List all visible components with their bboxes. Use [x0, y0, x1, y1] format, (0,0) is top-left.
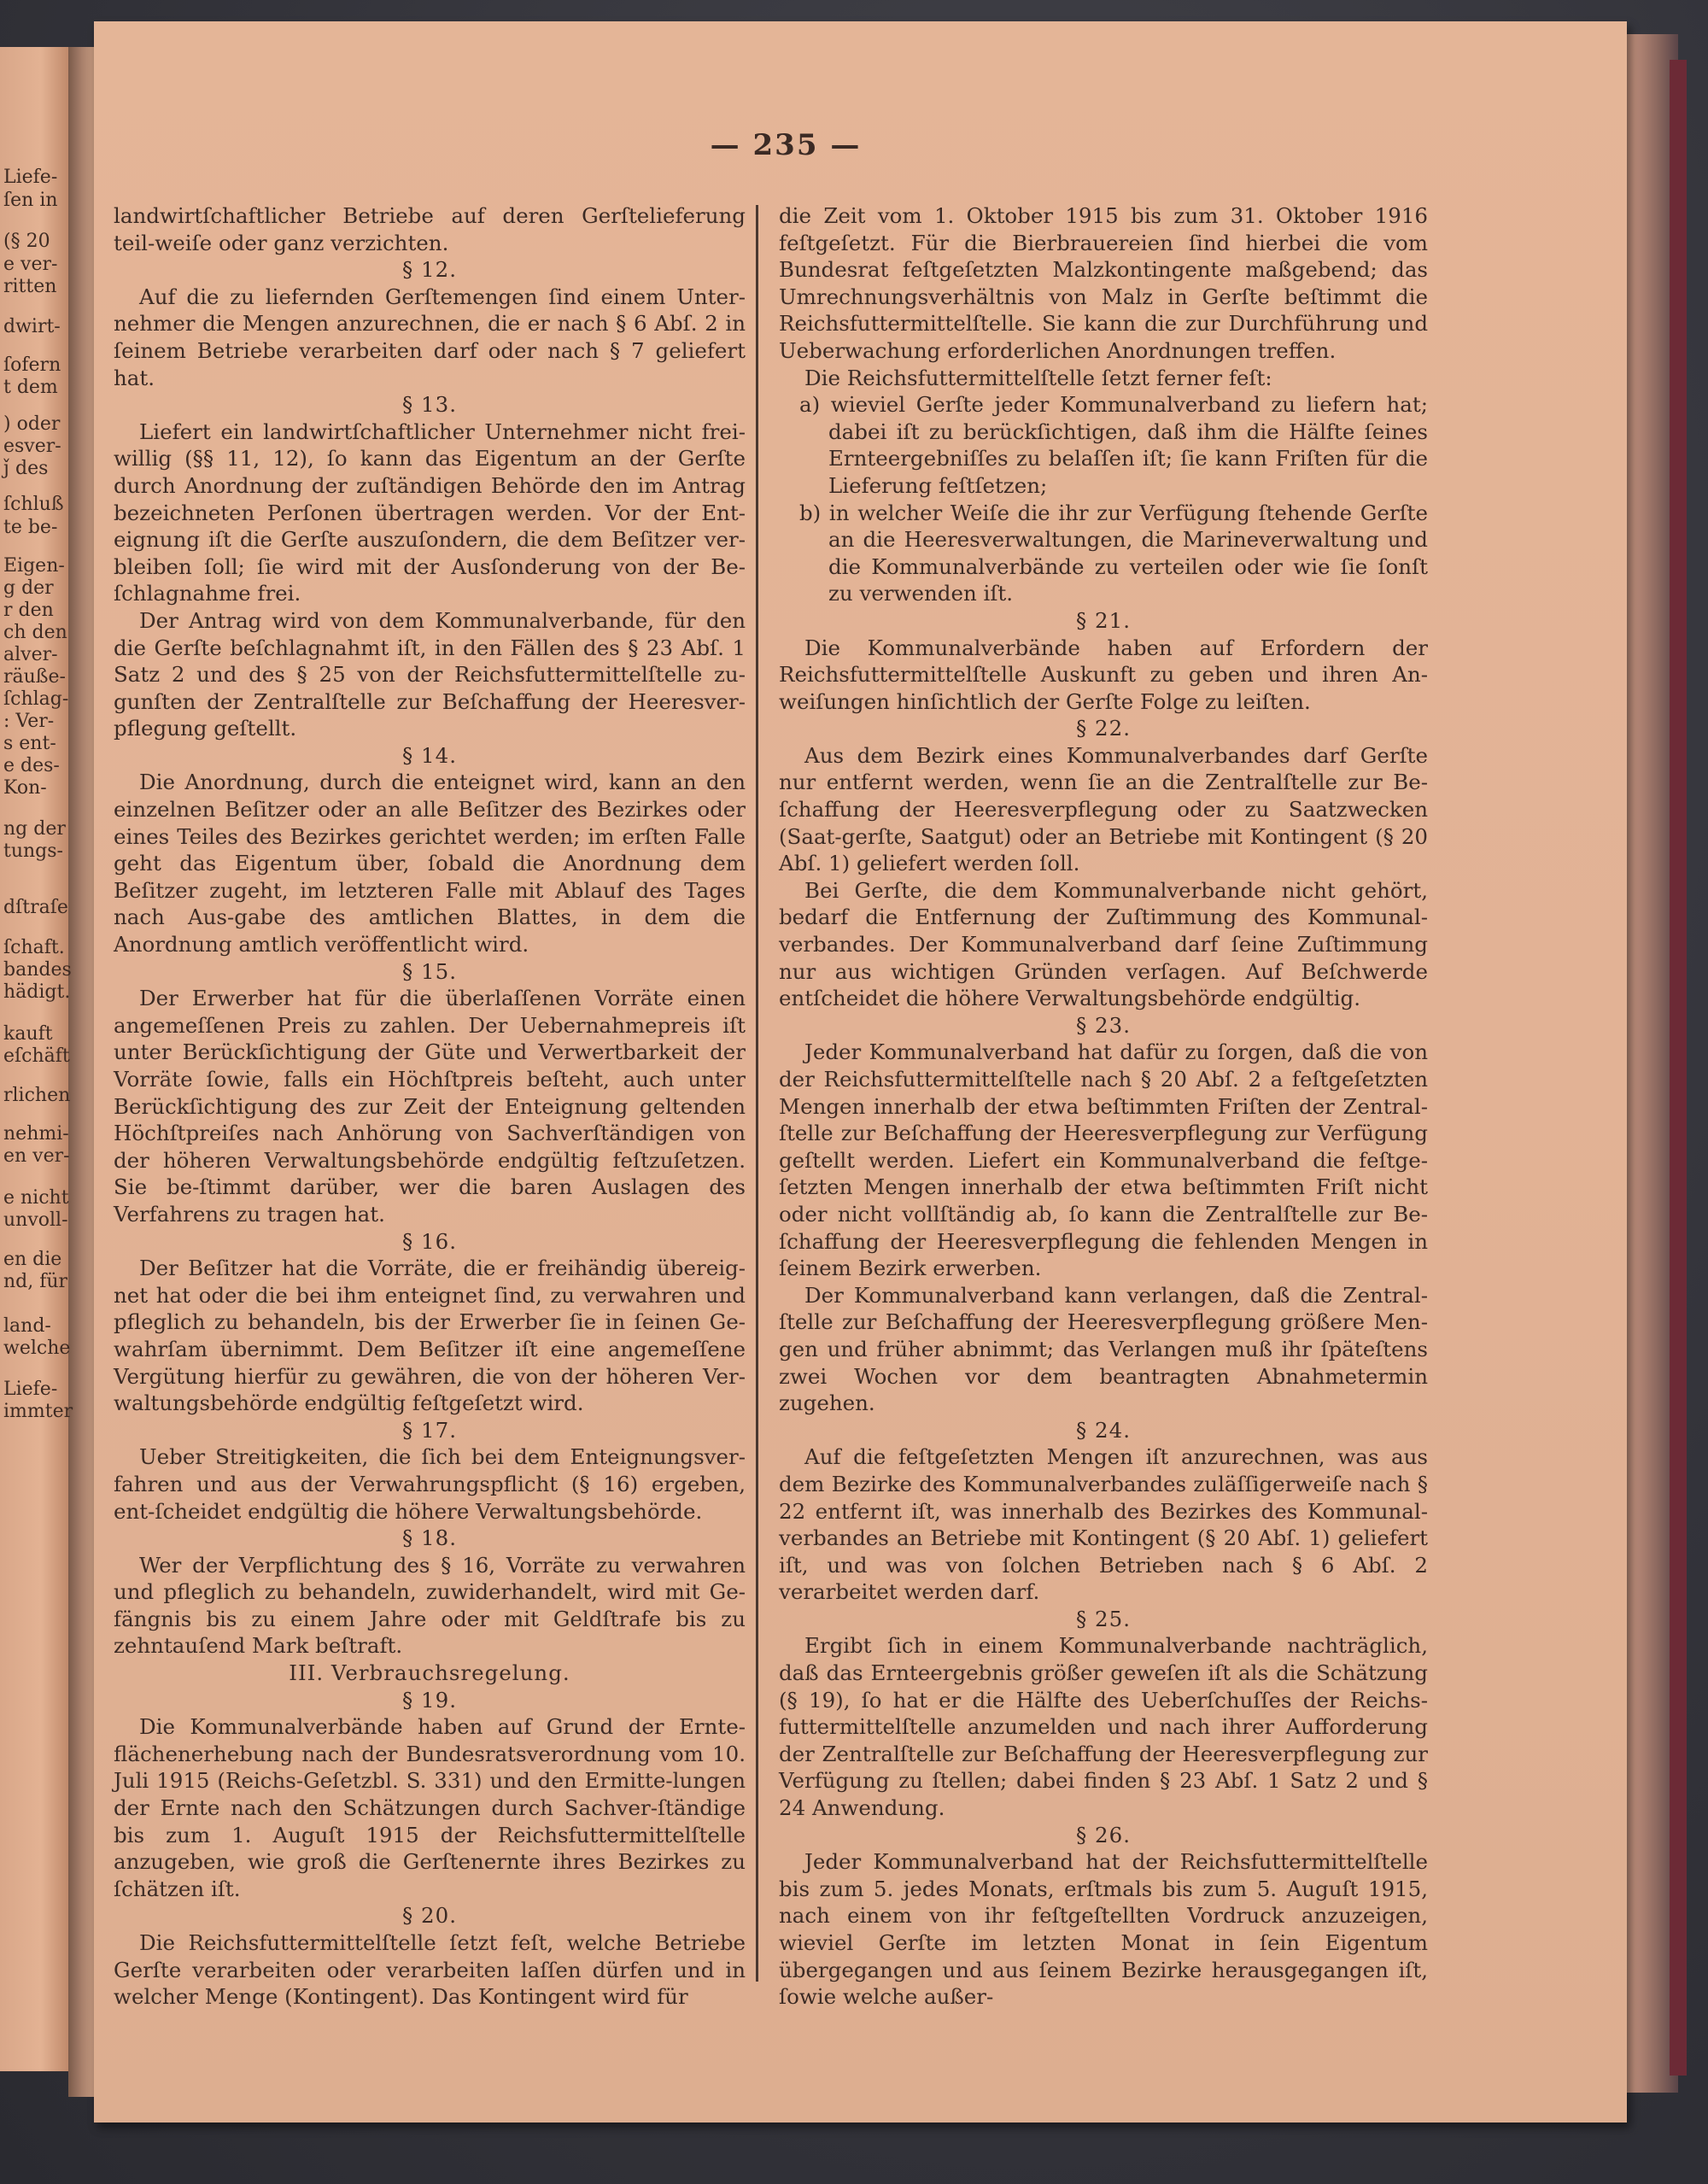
- section-heading: § 18.: [401, 1525, 457, 1551]
- paragraph: Bei Gerſte, die dem Kommunalverbande nicht gehört, bedarf die Entfernung der Zuſtimmung des Kommunal-verbandes. Der Kommunalverband darf ſeine Zuſtimmung nur aus wichtigen Gründen verſagen. Auf Beſchwerde entſcheidet die höhere Verwaltungsbehörde endgültig.: [779, 877, 1428, 1011]
- left-page-fragment-text: räuße-: [3, 666, 66, 688]
- section-heading: § 15.: [401, 958, 457, 984]
- left-page-fragment-text: ſen in: [3, 190, 58, 211]
- left-page-fragment-text: : Ver-: [3, 711, 55, 732]
- left-page-fragment-text: en ver-: [3, 1145, 70, 1167]
- section-heading: § 16.: [401, 1228, 457, 1254]
- left-page-fragment-text: eſchäft: [3, 1045, 70, 1067]
- left-page-fragment-text: r den: [3, 600, 54, 621]
- section-heading: § 24.: [1075, 1417, 1131, 1443]
- left-page-fragment-text: land-: [3, 1315, 51, 1337]
- left-page-fragment-text: dſtraſe: [3, 897, 68, 918]
- section-heading: III. Verbrauchsregelung.: [289, 1660, 570, 1686]
- left-page-fragment-text: Kon-: [3, 777, 47, 799]
- section-heading: § 13.: [401, 392, 457, 418]
- left-page-fragment-text: unvoll-: [3, 1209, 68, 1231]
- left-page-fragment-text: en die: [3, 1249, 62, 1270]
- paragraph: Ergibt ſich in einem Kommunalverbande nachträglich, daß das Ernteergebnis größer geweſen iſt als die Schätzung (§ 19), ſo hat er die Hälfte des Ueberſchuſſes der Reichs-futtermittelſtelle anzumelden und nach ihrer Aufforderung der Zentralſtelle zur Beſchaffung der Heeresverpflegung zur Verfügung zu ſtellen; dabei finden § 23 Abſ. 1 Satz 2 und § 24 Anwendung.: [779, 1633, 1428, 1821]
- section-heading: § 12.: [401, 257, 457, 283]
- paragraph: Liefert ein landwirtſchaftlicher Unternehmer nicht frei-willig (§§ 11, 12), ſo kann das Eigentum an der Gerſte durch Anordnung der zuſtändigen Behörde den im Antrag bezeichneten Perſonen übertragen werden. Vor der Ent-eignung iſt die Gerſte auszuſondern, die dem Beſitzer ver-bleiben ſoll; ſie wird mit der Ausſonderung von der Be-ſchlagnahme frei.: [114, 419, 746, 606]
- paragraph: Der Erwerber hat für die überlaſſenen Vorräte einen angemeſſenen Preis zu zahlen. Der Uebernahmepreis iſt unter Berückſichtigung der Güte und Verwertbarkeit der Vorräte ſowie, falls ein Höchſtpreis beſteht, auch unter Berückſichtigung des zur Zeit der Enteignung geltenden Höchſtpreiſes nach Anhörung von Sachverſtändigen von der höheren Verwaltungsbehörde endgültig feſtzuſetzen. Sie be-ſtimmt darüber, wer die baren Auslagen des Verfahrens zu tragen hat.: [114, 986, 746, 1227]
- left-page-fragment-text: ſofern: [3, 354, 61, 376]
- left-page-fragment-text: tungs-: [3, 840, 63, 862]
- left-page-fragment-text: ǰ des: [3, 458, 49, 479]
- section-heading: § 14.: [401, 742, 457, 768]
- section-heading: § 19.: [401, 1687, 457, 1713]
- book-cover-edge: [1670, 60, 1687, 2076]
- section-heading: § 20.: [401, 1903, 457, 1929]
- section-heading: § 17.: [401, 1417, 457, 1443]
- left-page-fragment-text: ritten: [3, 276, 57, 297]
- left-page-fragment-text: s ent-: [3, 733, 56, 754]
- left-page-fragment-text: nehmi-: [3, 1123, 69, 1145]
- paragraph: Jeder Kommunalverband hat dafür zu ſorgen, daß die von der Reichsfuttermittelſtelle nach § 20 Abſ. 2 a feſtgeſetzten Mengen innerhalb der etwa beſtimmten Friſten der Zentral-ſtelle zur Beſchaffung der Heeresverpflegung zur Verfügung geſtellt werden. Liefert ein Kommunalverband die feſtge-ſetzten Mengen innerhalb der etwa beſtimmten Friſt nicht oder nicht vollſtändig ab, ſo kann die Zentralſtelle zur Be-ſchaffung der Heeresverpflegung die fehlenden Mengen in ſeinem Bezirk erwerben.: [779, 1039, 1428, 1281]
- paragraph: Die Kommunalverbände haben auf Erfordern der Reichsfuttermittelſtelle Auskunft zu geben und ihren An-weiſungen hinſichtlich der Gerſte Folge zu leiſten.: [779, 635, 1428, 714]
- left-page-fragment-text: ) oder: [3, 413, 61, 435]
- left-page-fragment-text: g der: [3, 577, 54, 599]
- left-page-fragment-text: ng der: [3, 818, 66, 840]
- left-page-fragment-text: (§ 20: [3, 231, 50, 252]
- text-column-right: [779, 202, 1428, 2011]
- page-number: — 235 —: [710, 128, 862, 162]
- section-heading: § 26.: [1075, 1822, 1131, 1847]
- left-page-fragment-text: dwirt-: [3, 316, 61, 337]
- left-page-fragment-text: bandes: [3, 959, 72, 981]
- section-heading: § 22.: [1075, 716, 1131, 741]
- left-page-fragment-text: nd, für: [3, 1271, 68, 1292]
- left-page-fragment-text: Liefe-: [3, 167, 58, 188]
- text-column-left: [114, 202, 746, 2011]
- left-page-fragment-text: te be-: [3, 517, 58, 538]
- paragraph: Der Antrag wird von dem Kommunalverbande, für den die Gerſte beſchlagnahmt iſt, in den Fällen des § 23 Abſ. 1 Satz 2 und des § 25 von der Reichsfuttermittelſtelle zu-gunſten der Zentralſtelle zur Beſchaffung der Heeresver-pflegung geſtellt.: [114, 607, 746, 741]
- section-heading: § 21.: [1075, 607, 1131, 633]
- column-divider: [756, 205, 758, 1982]
- paragraph: Auf die feſtgeſetzten Mengen iſt anzurechnen, was aus dem Bezirke des Kommunalverbandes zuläſſigerweiſe nach § 22 entfernt iſt, was innerhalb des Bezirkes des Kommunal-verbandes an Betriebe mit Kontingent (§ 20 Abſ. 1) geliefert iſt, und was von ſolchen Betrieben nach § 6 Abſ. 2 verarbeitet werden darf.: [779, 1444, 1428, 1605]
- left-page-fragment-text: esver-: [3, 436, 61, 457]
- left-page-fragment-text: hädigt.: [3, 981, 71, 1003]
- paragraph: Ueber Streitigkeiten, die ſich bei dem Enteignungsver-fahren und aus der Verwahrungspflicht (§ 16) ergeben, ent-ſcheidet endgültig die höhere Verwaltungsbehörde.: [114, 1444, 746, 1524]
- paragraph: Die Anordnung, durch die enteignet wird, kann an den einzelnen Beſitzer oder an alle Beſitzer des Bezirkes oder eines Teiles des Bezirkes gerichtet werden; im erſten Falle geht das Eigentum über, ſobald die Anordnung dem Beſitzer zugeht, im letzteren Falle mit Ablauf des Tages nach Aus-gabe des amtlichen Blattes, in dem die Anordnung amtlich veröffentlicht wird.: [114, 770, 746, 957]
- left-page-fragment-text: ſchlag-: [3, 688, 69, 710]
- left-page-fragment-text: Liefe-: [3, 1379, 58, 1400]
- left-page-fragment-text: e nicht: [3, 1187, 69, 1209]
- left-page-fragment-text: ch den: [3, 622, 67, 643]
- left-page-fragment-text: alver-: [3, 644, 58, 665]
- section-heading: § 23.: [1075, 1012, 1131, 1038]
- paragraph: Die Reichsfuttermittelſtelle ſetzt ferner feſt:: [804, 365, 1272, 390]
- left-page-fragment-text: immter: [3, 1401, 73, 1422]
- left-page-fragment-text: kauft: [3, 1023, 53, 1045]
- paragraph: Auf die zu liefernden Gerſtemengen ſind einem Unter-nehmer die Mengen anzurechnen, die er nach § 6 Abſ. 2 in ſeinem Betriebe verarbeiten darf oder nach § 7 geliefert hat.: [114, 284, 746, 390]
- paragraph: Jeder Kommunalverband hat der Reichsfuttermittelſtelle bis zum 5. jedes Monats, erſtmals bis zum 5. Auguſt 1915, nach einem von ihr feſtgeſtellten Vordruck anzuzeigen, wieviel Gerſte im letzten Monat in ſein Eigentum übergegangen und aus ſeinem Bezirke herausgegangen iſt, ſowie welche außer-: [779, 1849, 1428, 2010]
- left-page-fragment-text: rlichen: [3, 1085, 71, 1106]
- section-heading: § 25.: [1075, 1606, 1131, 1631]
- list-item: b) in welcher Weiſe die ihr zur Verfügung ſtehende Gerſte an die Heeresverwaltungen, die Marineverwaltung und die Kommunalverbände zu verteilen oder wie ſie ſonſt zu verwenden iſt.: [799, 500, 1428, 606]
- paragraph: die Zeit vom 1. Oktober 1915 bis zum 31. Oktober 1916 feſtgeſetzt. Für die Bierbrauereien ſind hierbei die vom Bundesrat feſtgeſetzten Malzkontingente maßgebend; das Umrechnungsverhältnis von Malz in Gerſte beſtimmt die Reichsfuttermittelſtelle. Sie kann die zur Durchführung und Ueberwachung erforderlichen Anordnungen treffen.: [779, 203, 1428, 363]
- left-page-fragment-text: t dem: [3, 377, 58, 398]
- paragraph: Der Beſitzer hat die Vorräte, die er freihändig übereig-net hat oder die bei ihm enteignet ſind, zu verwahren und pfleglich zu behandeln, bis der Erwerber ſie in ſeinen Ge-wahrſam übernimmt. Dem Beſitzer iſt eine angemeſſene Vergütung hierfür zu gewähren, die von der höheren Ver-waltungsbehörde endgültig feſtgeſetzt wird.: [114, 1256, 746, 1416]
- paragraph: Die Kommunalverbände haben auf Grund der Ernte-flächenerhebung nach der Bundesratsverordnung vom 10. Juli 1915 (Reichs-Geſetzbl. S. 331) und den Ermitte-lungen der Ernte nach den Schätzungen durch Sachver-ſtändige bis zum 1. Auguſt 1915 der Reichsfuttermittelſtelle anzugeben, wie groß die Gerſtenernte ihres Bezirkes zu ſchätzen iſt.: [114, 1714, 746, 1901]
- left-page-fragment-text: Eigen-: [3, 555, 65, 577]
- left-page-fragment-text: ſchaft.: [3, 937, 65, 958]
- paragraph: Wer der Verpflichtung des § 16, Vorräte zu verwahren und pfleglich zu behandeln, zuwiderhandelt, wird mit Ge-fängnis bis zu einem Jahre oder mit Geldſtrafe bis zu zehntauſend Mark beſtraft.: [114, 1552, 746, 1659]
- paragraph: Die Reichsfuttermittelſtelle ſetzt feſt, welche Betriebe Gerſte verarbeiten oder verarbeiten laſſen dürfen und in welcher Menge (Kontingent). Das Kontingent wird für: [114, 1930, 746, 2010]
- left-page-fragment-text: e ver-: [3, 254, 58, 275]
- paragraph: landwirtſchaftlicher Betriebe auf deren Gerſtelieferung teil-weiſe oder ganz verzichten.: [114, 203, 746, 255]
- left-page-fragment-text: e des-: [3, 755, 60, 776]
- left-page-fragment-text: welche: [3, 1338, 71, 1359]
- left-page-fragment-text: ſchluß: [3, 494, 64, 515]
- paragraph: Aus dem Bezirk eines Kommunalverbandes darf Gerſte nur entfernt werden, wenn ſie an die Zentralſtelle zur Be-ſchaffung der Heeresverpflegung oder zu Saatzwecken (Saat-gerſte, Saatgut) oder an Betriebe mit Kontingent (§ 20 Abſ. 1) geliefert werden ſoll.: [779, 742, 1428, 876]
- list-item: a) wieviel Gerſte jeder Kommunalverband zu liefern hat; dabei iſt zu berückſichtigen, daß ihm die Hälfte ſeines Ernteergebniſſes zu belaſſen iſt; ſie kann Friſten für die Lieferung feſtſetzen;: [799, 392, 1428, 498]
- paragraph: Der Kommunalverband kann verlangen, daß die Zentral-ſtelle zur Beſchaffung der Heeresverpflegung größere Men-gen und früher abnimmt; das Verlangen muß ihr ſpäteſtens zwei Wochen vor dem beantragten Abnahmetermin zugehen.: [779, 1282, 1428, 1416]
